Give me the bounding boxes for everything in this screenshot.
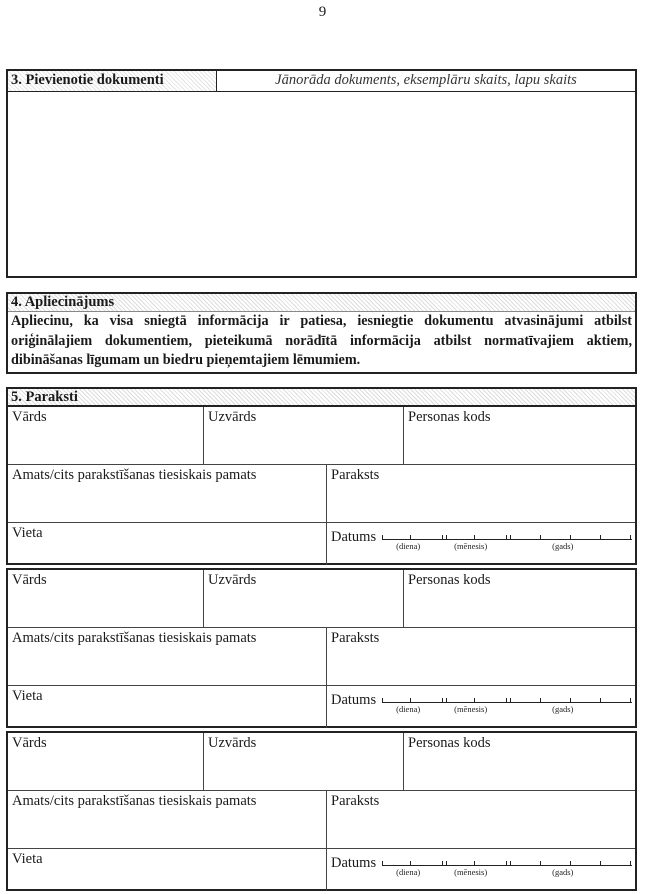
month-caption: (mēnesis) xyxy=(454,704,488,714)
certification-text: Apliecinu, ka visa sniegtā informācija ir patiesa, iesniegtie dokumentu atvasinājumi atbilst oriģinālajiem dokumentiem, pieteikumā norādītā informācija atbilst normatīvajiem aktiem, dibināšanas līgumam un biedru pieņemtajiem lēmumiem. xyxy=(11,313,632,368)
personal-code-label: Personas kods xyxy=(408,735,491,751)
name-row xyxy=(8,407,635,465)
position-row xyxy=(8,791,635,849)
signature-block xyxy=(6,568,637,728)
place-label: Vieta xyxy=(12,851,43,867)
place-field[interactable] xyxy=(8,523,326,565)
personal-code-label: Personas kods xyxy=(408,572,491,588)
place-label: Vieta xyxy=(12,525,43,541)
month-caption: (mēnesis) xyxy=(454,867,488,877)
year-caption: (gads) xyxy=(552,867,574,877)
last-name-label: Uzvārds xyxy=(208,735,257,751)
date-label: Datums xyxy=(331,529,377,545)
date-label: Datums xyxy=(331,692,377,708)
first-name-label: Vārds xyxy=(12,409,47,425)
signature-block xyxy=(6,405,637,565)
attached-documents-title: 3. Pievienotie dokumenti xyxy=(8,71,217,91)
month-caption: (mēnesis) xyxy=(454,541,488,551)
personal-code-field[interactable] xyxy=(403,733,635,790)
day-caption: (diena) xyxy=(396,867,421,877)
name-row xyxy=(8,570,635,628)
signatures-title: 5. Paraksti xyxy=(8,389,635,406)
last-name-label: Uzvārds xyxy=(208,572,257,588)
place-field[interactable] xyxy=(8,849,326,891)
first-name-label: Vārds xyxy=(12,735,47,751)
position-label: Amats/cits parakstīšanas tiesiskais pamats xyxy=(12,793,257,809)
signature-label: Paraksts xyxy=(331,793,380,809)
first-name-label: Vārds xyxy=(12,572,47,588)
page-number: 9 xyxy=(318,4,327,20)
attached-documents-hint: Jānorāda dokuments, eksemplāru skaits, lapu skaits xyxy=(275,72,577,88)
position-field[interactable] xyxy=(8,628,326,685)
year-caption: (gads) xyxy=(552,541,574,551)
position-label: Amats/cits parakstīšanas tiesiskais pamats xyxy=(12,630,257,646)
certification-title: 4. Apliecinājums xyxy=(8,294,635,312)
attached-documents-field[interactable] xyxy=(8,92,635,275)
personal-code-field[interactable] xyxy=(403,407,635,464)
last-name-field[interactable] xyxy=(203,407,403,464)
date-cell xyxy=(326,686,635,728)
date-field[interactable] xyxy=(382,692,631,718)
first-name-field[interactable] xyxy=(8,570,203,627)
attached-documents-section xyxy=(6,69,637,278)
place-field[interactable] xyxy=(8,686,326,728)
date-underline xyxy=(382,865,632,866)
position-row xyxy=(8,628,635,686)
signature-label: Paraksts xyxy=(331,467,380,483)
last-name-label: Uzvārds xyxy=(208,409,257,425)
day-caption: (diena) xyxy=(396,541,421,551)
last-name-field[interactable] xyxy=(203,570,403,627)
position-label: Amats/cits parakstīšanas tiesiskais pamats xyxy=(12,467,257,483)
position-field[interactable] xyxy=(8,465,326,522)
last-name-field[interactable] xyxy=(203,733,403,790)
position-field[interactable] xyxy=(8,791,326,848)
signature-field[interactable] xyxy=(326,465,635,522)
first-name-field[interactable] xyxy=(8,407,203,464)
certification-section xyxy=(6,292,637,374)
date-field[interactable] xyxy=(382,855,631,881)
year-caption: (gads) xyxy=(552,704,574,714)
place-label: Vieta xyxy=(12,688,43,704)
personal-code-field[interactable] xyxy=(403,570,635,627)
personal-code-label: Personas kods xyxy=(408,409,491,425)
place-date-row xyxy=(8,686,635,728)
position-row xyxy=(8,465,635,523)
name-row xyxy=(8,733,635,791)
signature-field[interactable] xyxy=(326,628,635,685)
signatures-section-header xyxy=(6,387,637,406)
date-field[interactable] xyxy=(382,529,631,555)
day-caption: (diena) xyxy=(396,704,421,714)
signature-field[interactable] xyxy=(326,791,635,848)
date-underline xyxy=(382,539,632,540)
date-cell xyxy=(326,849,635,891)
place-date-row xyxy=(8,849,635,891)
place-date-row xyxy=(8,523,635,565)
date-underline xyxy=(382,702,632,703)
date-cell xyxy=(326,523,635,565)
first-name-field[interactable] xyxy=(8,733,203,790)
date-label: Datums xyxy=(331,855,377,871)
signature-label: Paraksts xyxy=(331,630,380,646)
attached-documents-header xyxy=(8,71,635,92)
signature-block xyxy=(6,731,637,891)
